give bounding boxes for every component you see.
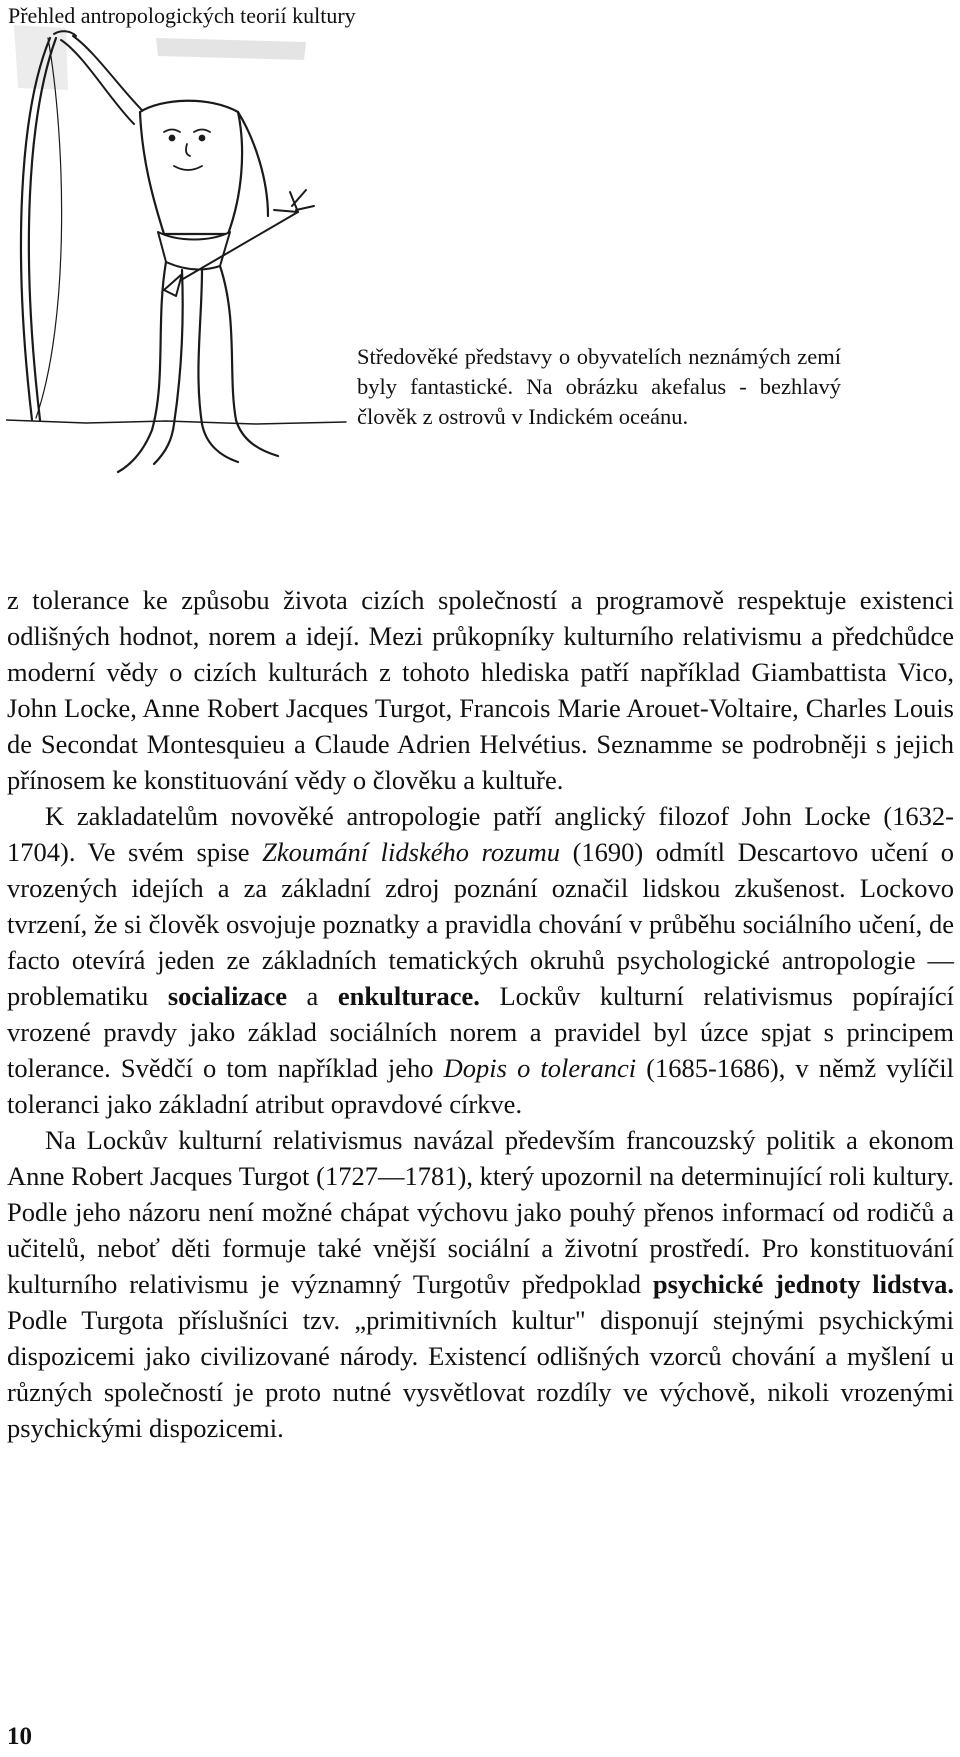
body-paragraph [7,582,954,798]
body-paragraph [7,1122,954,1446]
italic-title: Zkoumání lidského rozumu [262,837,561,867]
text-run: a [287,981,338,1011]
running-header: Přehled antropologických teorií kultury [8,3,356,28]
text-run: (1690) odmítl Descartovo učení o vrozených idejích a za základní zdroj poznání označil lidskou zkušenost. Lockovo tvrzení, že si člověk osvojuje poznatky a pravidla chování v průběhu sociálního učení, de facto otevírá jeden ze základních tematických okruhů psychologické antropologie — problematiku [7,837,954,1011]
illustration-background-smudge [156,38,306,60]
bold-term: psychické jednoty lidstva. [652,1269,954,1299]
akephalos-illustration [6,20,358,480]
text-run: K zakladatelům novověké antropologie patří anglický filozof John Locke (1632-1704). Ve svém spise [7,801,954,867]
loincloth [158,232,230,269]
raised-arm [54,31,148,124]
text-run: Lockův kulturní relativismus popírající vrozené pravdy jako základ sociálních norem a pravidel byl úzce spjat s principem tolerance. Svědčí o tom například jeho [7,981,954,1083]
text-run: Podle Turgota příslušníci tzv. „primitivních kultur" disponují stejnými psychickými dispozicemi jako civilizované národy. Existencí odlišných vzorců chování a myšlení u různých společností je proto nutné vysvětlovat rozdíly ve výchově, nikoli vrozenými psychickými dispozicemi. [7,1305,954,1443]
bold-term: enkulturace. [337,981,480,1011]
bold-term: socializace [167,981,288,1011]
figure-caption: Středověké představy o obyvatelích neznámých zemí byly fantastické. Na obrázku akefalus - bezhlavý člověk z ostrovů v Indickém oceánu. [357,344,841,429]
legs [118,262,278,472]
illustration-background-smudge [14,25,68,90]
ground-line [6,420,346,424]
body-paragraph [7,798,954,1122]
italic-title: Dopis o toleranci [443,1053,637,1083]
page-number: 10 [7,1723,32,1750]
body-text [7,582,954,1446]
text-run: z tolerance ke způsobu života cizích společností a programově respektuje existenci odlišných hodnot, norem a idejí. Mezi průkopníky kulturního relativismu a předchůdce moderní vědy o cizích kulturách z tohoto hlediska patří například Giambattista Vico, John Locke, Anne Robert Jacques Turgot, Francois Marie Arouet-Voltaire, Charles Louis de Secondat Montesquieu a Claude Adrien Helvétius. Seznamme se podrobněji s jejich přínosem ke konstituování vědy o člověku a kultuře. [7,585,954,795]
bow [21,38,62,420]
text-run: Na Lockův kulturní relativismus navázal především francouzský politik a ekonom Anne Robert Jacques Turgot (1727—1781), který upozornil na determinující roli kultury. Podle jeho názoru není možné chápat výchovu jako pouhý přenos informací od rodičů a učitelů, neboť děti formuje také vnější sociální a životní prostředí. Pro konstituování kulturního relativismu je významný Turgotův předpoklad [7,1125,954,1299]
text-run: (1685-1686), v němž vylíčil toleranci jako základní atribut opravdové církve. [7,1053,954,1119]
torso [140,101,268,234]
